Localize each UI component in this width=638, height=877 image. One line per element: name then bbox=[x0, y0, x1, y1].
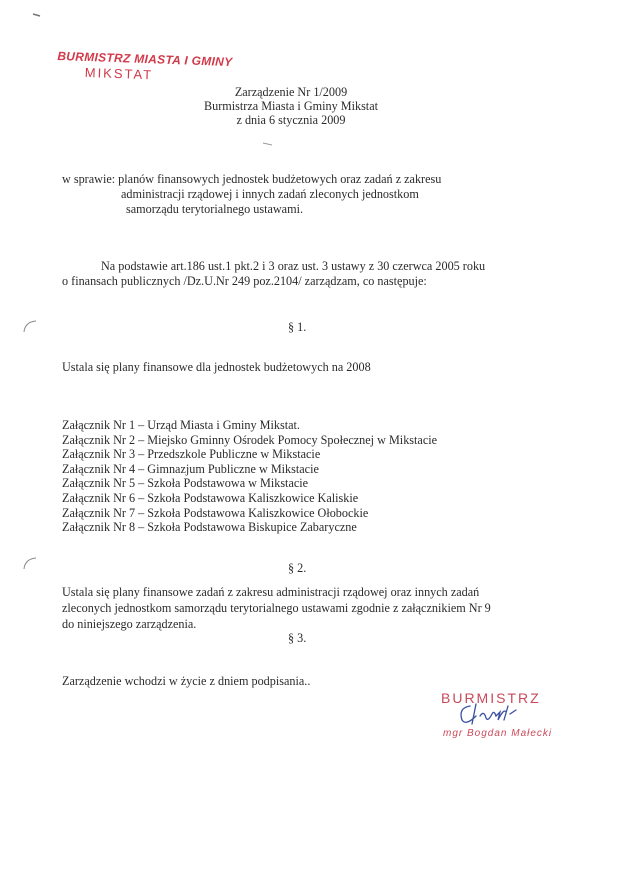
subject-line-1: w sprawie: planów finansowych jednostek budżetowych oraz zadań z zakresu bbox=[62, 172, 442, 186]
section-3-text: Zarządzenie wchodzi w życie z dniem podpisania.. bbox=[62, 674, 311, 688]
annex-item: Załącznik Nr 1 – Urząd Miasta i Gminy Mikstat. bbox=[62, 418, 300, 432]
signature-role: BURMISTRZ bbox=[441, 690, 541, 706]
annex-item: Załącznik Nr 5 – Szkoła Podstawowa w Mikstacie bbox=[62, 476, 309, 491]
document-title: Zarządzenie Nr 1/2009 bbox=[234, 85, 348, 99]
scan-mark-header bbox=[262, 140, 274, 148]
annex-list bbox=[62, 418, 437, 535]
section-2-line-1: Ustala się plany finansowe zadań z zakresu administracji rządowej oraz innych zadań bbox=[62, 585, 480, 599]
scan-mark-left-2 bbox=[22, 555, 38, 571]
handwritten-signature bbox=[456, 702, 526, 728]
section-2-heading: § 2. bbox=[288, 561, 307, 575]
annex-item: Załącznik Nr 3 – Przedszkole Publiczne w Mikstacie bbox=[62, 447, 321, 462]
subject-line-3: samorządu terytorialnego ustawami. bbox=[126, 202, 303, 216]
annex-item: Załącznik Nr 6 – Szkoła Podstawowa Kaliszkowice Kaliskie bbox=[62, 490, 359, 505]
subject-line-2: administracji rządowej i innych zadań zleconych jednostkom bbox=[121, 187, 419, 201]
stamp-line-1: BURMISTRZ MIASTA I GMINY bbox=[57, 48, 233, 70]
stamp-line-2: MIKSTAT bbox=[84, 64, 154, 83]
signature-name: mgr Bogdan Małecki bbox=[443, 728, 553, 739]
basis-line-1: Na podstawie art.186 ust.1 pkt.2 i 3 oraz ust. 3 ustawy z 30 czerwca 2005 roku bbox=[101, 259, 486, 273]
document-date: z dnia 6 stycznia 2009 bbox=[236, 113, 346, 127]
document-issuer: Burmistrza Miasta i Gminy Mikstat bbox=[204, 99, 378, 113]
annex-item: Załącznik Nr 4 – Gimnazjum Publiczne w Mikstacie bbox=[62, 461, 319, 476]
scan-mark-top bbox=[32, 10, 42, 18]
section-2-line-3: do niniejszego zarządzenia. bbox=[62, 617, 197, 631]
annex-item: Załącznik Nr 8 – Szkoła Podstawowa Biskupice Zabaryczne bbox=[62, 520, 357, 535]
section-1-heading: § 1. bbox=[288, 320, 307, 334]
signature-stamp bbox=[438, 690, 558, 739]
section-3-heading: § 3. bbox=[288, 631, 307, 645]
document-header bbox=[196, 85, 386, 127]
institution-stamp bbox=[57, 49, 233, 85]
section-2-line-2: zleconych jednostkom samorządu terytorialnego ustawami zgodnie z załącznikiem Nr 9 bbox=[62, 601, 491, 615]
annex-item: Załącznik Nr 7 – Szkoła Podstawowa Kaliszkowice Ołobockie bbox=[62, 505, 369, 520]
basis-line-2: o finansach publicznych /Dz.U.Nr 249 poz.2104/ zarządzam, co następuje: bbox=[62, 274, 427, 288]
section-1-text: Ustala się plany finansowe dla jednostek budżetowych na 2008 bbox=[62, 360, 371, 374]
annex-item: Załącznik Nr 2 – Miejsko Gminny Ośrodek Pomocy Społecznej w Mikstacie bbox=[62, 432, 438, 447]
scan-mark-left-1 bbox=[22, 318, 38, 334]
